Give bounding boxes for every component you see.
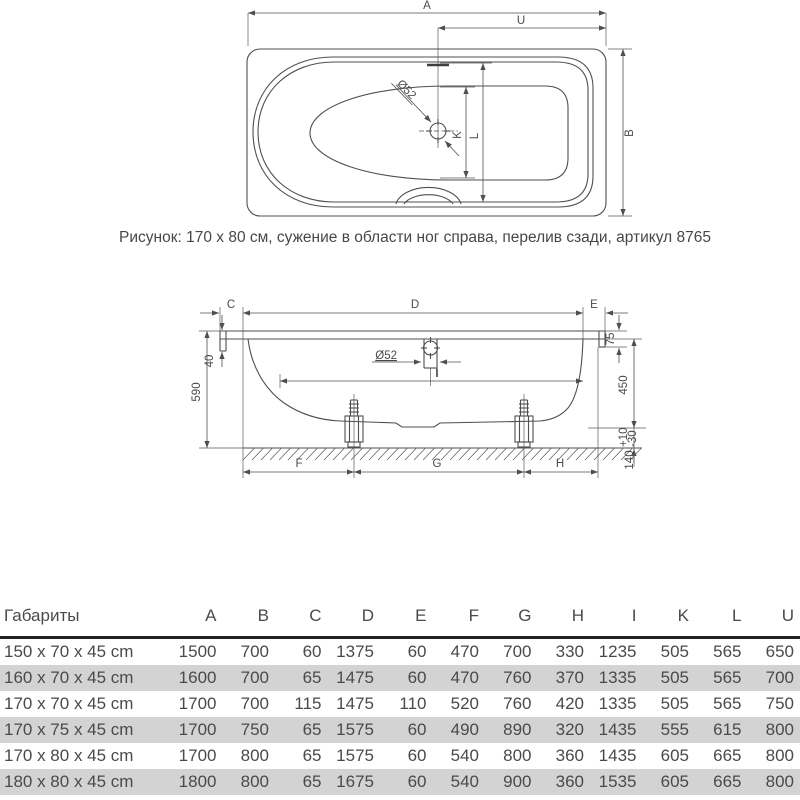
col-header-E: E [380,602,433,638]
dim-value-I: 1335 [598,694,637,713]
dim-value-L: 565 [713,668,742,687]
top-view-dimension-lines [248,13,632,216]
dim-value-H: 370 [555,668,584,687]
dim-label-E: E [590,299,598,311]
dim-value-D: 1475 [336,668,374,687]
dim-value-A: 1700 [178,694,217,713]
dim-value-A: 1600 [178,668,217,687]
dim-label-H: H [555,458,565,470]
dim-value-L: 665 [713,746,742,765]
dimension-table-header [0,602,800,638]
dim-value-F: 470 [450,642,479,661]
dim-value-G: 900 [503,772,532,791]
dim-value-G: 890 [503,720,532,739]
dim-value-E: 60 [407,720,427,739]
dim-label-drain-diameter-section: Ø52 [375,350,397,362]
dim-value-H: 330 [555,642,584,661]
dim-value-U: 800 [765,746,794,765]
dim-label-C: C [226,299,236,311]
dim-value-L: 565 [713,694,742,713]
dim-label-G: G [432,458,442,470]
dim-label-A: A [423,0,431,12]
dim-value-I: 1335 [598,668,637,687]
dim-value-A: 1800 [178,772,217,791]
row-size-label: 180 x 80 x 45 cm [4,772,134,791]
col-header-L: L [695,602,748,638]
dim-value-E: 60 [407,642,427,661]
col-header-K: K [643,602,696,638]
dim-value-C: 65 [302,668,322,687]
top-view-labels [391,0,636,139]
row-size-label: 160 x 70 x 45 cm [4,668,134,687]
dim-value-F: 540 [450,772,479,791]
row-size-label: 170 x 70 x 45 cm [4,694,134,713]
dim-value-D: 1675 [336,772,374,791]
dim-value-D: 1375 [336,642,374,661]
dim-value-F: 490 [450,720,479,739]
dim-value-A: 1500 [178,642,217,661]
col-header-D: D [328,602,381,638]
adjustable-foot [345,394,363,478]
dim-label-75: 75 [605,332,617,346]
dim-label-F: F [295,458,303,470]
dim-value-A: 1700 [178,746,217,765]
dim-value-U: 800 [765,772,794,791]
col-header-F: F [433,602,486,638]
dim-value-G: 800 [503,746,532,765]
row-size-label: 150 x 70 x 45 cm [4,642,134,661]
dim-value-B: 700 [240,694,269,713]
dim-value-H: 320 [555,720,584,739]
dim-label-K: K [452,131,464,139]
figure-caption: Рисунок: 170 x 80 см, сужение в области ног справа, перелив сзади, артикул 8765 [119,229,711,246]
dim-value-D: 1475 [336,694,374,713]
table-row [0,769,800,795]
dim-label-U: U [516,15,526,27]
col-header-I: I [590,602,643,638]
row-size-label: 170 x 75 x 45 cm [4,720,134,739]
dim-value-B: 800 [240,772,269,791]
dim-label-140-tolerance [618,427,639,469]
dim-value-B: 750 [240,720,269,739]
tub-top-outline [247,49,606,216]
dim-value-I: 1435 [598,720,637,739]
dimension-table [0,602,800,795]
col-header-sizes: Габариты [0,602,170,638]
dim-value-U: 800 [765,720,794,739]
floor-hatching [243,449,641,461]
dim-value-F: 540 [450,746,479,765]
dim-value-G: 760 [503,694,532,713]
col-header-A: A [170,602,223,638]
section-labels [191,299,639,470]
svg-text:140: 140 [624,450,636,470]
dim-value-D: 1575 [336,720,374,739]
dim-value-K: 605 [660,746,689,765]
row-size-label: 170 x 80 x 45 cm [4,746,134,765]
dim-value-K: 505 [660,668,689,687]
dim-value-K: 555 [660,720,689,739]
col-header-U: U [748,602,800,638]
col-header-G: G [485,602,538,638]
dim-value-B: 800 [240,746,269,765]
col-header-C: C [275,602,328,638]
col-header-H: H [538,602,591,638]
dim-value-K: 605 [660,772,689,791]
dim-value-E: 110 [399,694,427,713]
dim-value-I: 1435 [598,746,637,765]
dim-value-H: 420 [555,694,584,713]
dim-value-A: 1700 [178,720,217,739]
dim-value-E: 60 [407,772,427,791]
dim-value-B: 700 [240,668,269,687]
dim-value-G: 700 [503,642,532,661]
dim-value-U: 650 [765,642,794,661]
table-row [0,665,800,691]
top-view-drawing [0,0,800,262]
section-extension-lines [199,307,646,478]
table-row [0,717,800,743]
dim-label-40: 40 [204,354,216,368]
tub-section-outline [220,331,642,460]
dim-value-U: 750 [765,694,794,713]
dim-value-G: 760 [503,668,532,687]
dim-value-I: 1535 [598,772,637,791]
dim-value-F: 470 [450,668,479,687]
dim-value-L: 565 [713,642,742,661]
dim-value-E: 60 [407,746,427,765]
dim-label-D: D [410,299,420,311]
dim-label-drain-diameter: Ø52 [394,77,419,102]
dim-value-L: 665 [713,772,742,791]
dim-value-E: 60 [407,668,427,687]
dim-value-K: 505 [660,642,689,661]
table-row [0,743,800,769]
dim-value-K: 505 [660,694,689,713]
dim-value-L: 615 [713,720,742,739]
table-row [0,691,800,717]
section-view-drawing [0,290,800,505]
dim-value-H: 360 [555,772,584,791]
dim-value-C: 65 [302,720,322,739]
dim-label-I: I [435,368,439,380]
col-header-B: B [223,602,276,638]
svg-text:-30: -30 [627,430,639,447]
svg-text:+10: +10 [618,427,630,447]
dim-label-B: B [624,129,636,137]
dim-label-590: 590 [191,382,203,402]
dim-value-C: 115 [294,694,322,713]
dim-value-C: 65 [302,772,322,791]
table-row [0,638,800,666]
dim-value-C: 65 [302,746,322,765]
dim-value-I: 1235 [598,642,637,661]
dim-label-450: 450 [618,375,630,395]
adjustable-foot [515,394,533,478]
dim-label-L: L [469,132,481,140]
dim-value-F: 520 [450,694,479,713]
dim-value-D: 1575 [336,746,374,765]
dim-value-U: 700 [765,668,794,687]
dim-value-H: 360 [555,746,584,765]
dim-value-C: 60 [302,642,322,661]
dim-value-B: 700 [240,642,269,661]
